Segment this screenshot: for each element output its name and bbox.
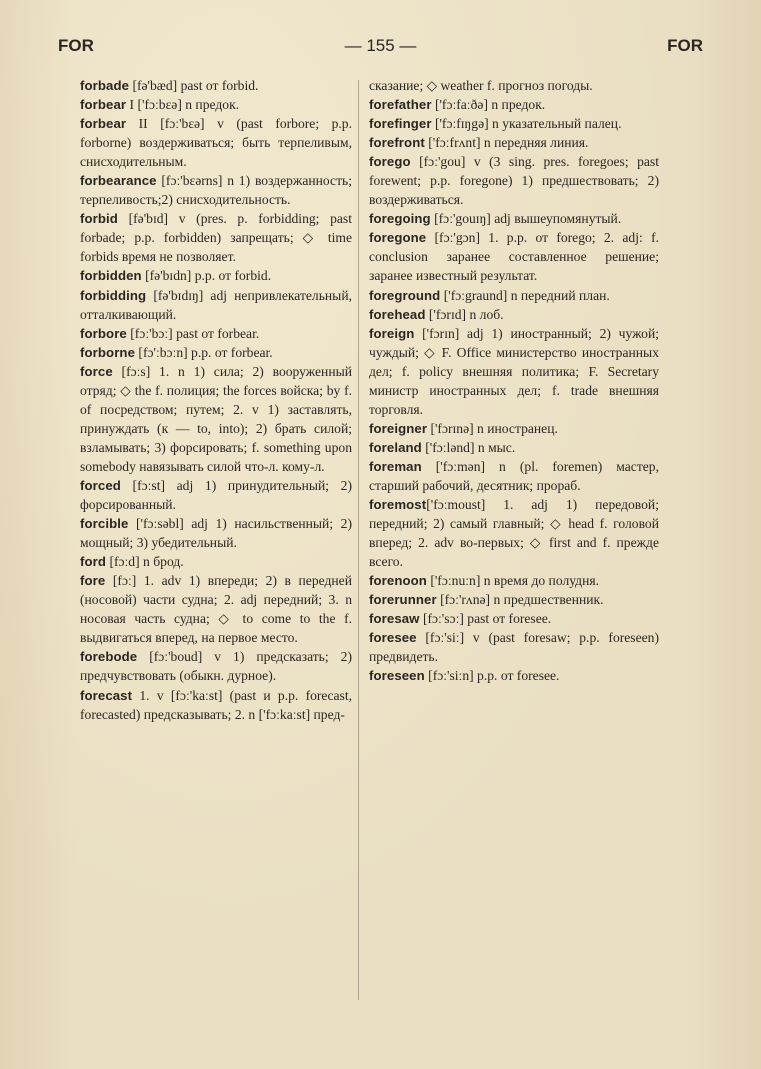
entry-body: [fɔː'rʌnə] n предшественник. [436, 592, 604, 608]
entry-body: ['fɔːfrʌnt] n передняя линия. [424, 135, 589, 151]
headword: forced [80, 477, 121, 493]
headword: foreign [369, 325, 415, 341]
entry-body: [fɔː'boud] v 1) предсказать; 2) предчувствовать (обыкн. дурное). [80, 649, 352, 684]
entry-body: [fə'bɪdn] p.p. от forbid. [141, 268, 272, 284]
entry [80, 343, 352, 362]
entry-body: ['fɔːmoust] 1. adj 1) передовой; передний; 2) самый главный; ◇ head f. головой вперед; 2. adv во-первых; ◇ first and f. прежде всего. [369, 497, 659, 570]
entry-body: II [fɔː'bɛə] v (past forbore; p.p. forborne) воздерживаться; быть терпеливым, снисходительным. [80, 116, 352, 170]
entry [80, 266, 352, 285]
headword: forbade [80, 78, 130, 93]
entry-body: ['fɔrɪnə] n иностранец. [427, 420, 558, 436]
entry [369, 419, 659, 438]
entry [80, 171, 352, 209]
entry-body: ['fɔːlənd] n мыс. [421, 439, 516, 455]
entry [369, 286, 659, 305]
entry [80, 571, 352, 647]
entry [80, 647, 352, 685]
headword: foreland [369, 439, 422, 455]
left-column [80, 76, 352, 724]
entry [80, 286, 352, 324]
entry-body: ['fɔːsəbl] adj 1) насильственный; 2) мощный; 3) убедительный. [80, 516, 352, 551]
right-column [369, 76, 659, 686]
headword: forefather [369, 97, 432, 113]
entry-body: ['fɔːfaːðə] n предок. [431, 97, 546, 113]
entry [369, 114, 659, 133]
headword: foreigner [369, 420, 428, 436]
entry-body: [fɔː'siːn] p.p. от foresee. [424, 668, 560, 684]
headword: forebode [80, 649, 138, 665]
headword: forbidden [80, 268, 142, 284]
entry-body: [fɔː'gou] v (3 sing. pres. foregoes; past forewent; p.p. foregone) 1) предшествовать; 2) воздерживаться. [369, 154, 659, 208]
header-right-guideword: FOR [667, 36, 703, 55]
headword: foregone [369, 230, 427, 246]
entry [80, 114, 352, 171]
entry [369, 152, 659, 209]
column-divider [358, 80, 359, 1000]
entry-body: ['fɔːnuːn] n время до полудня. [426, 573, 600, 589]
headword: foresee [369, 630, 417, 646]
headword: forehead [369, 306, 426, 322]
entry-body: I ['fɔːbɛə] n предок. [126, 97, 240, 113]
entry-continuation [369, 76, 659, 95]
headword: forbore [80, 325, 127, 341]
entry-body: ['fɔrɪn] adj 1) иностранный; 2) чужой; чуждый; ◇ F. Office министерство иностранных дел; f. policy внешняя политика; F. Secretary министр иностранных дел; f. trade внешняя торговля. [369, 325, 659, 417]
headword: foreman [369, 458, 422, 474]
headword: forbidding [80, 287, 147, 303]
entry [369, 95, 659, 114]
entry [80, 476, 352, 514]
entry [369, 571, 659, 590]
entry [369, 628, 659, 666]
page-number: — 155 — [344, 36, 417, 55]
entry-body: ['fɔːfɪŋgə] n указательный палец. [431, 116, 622, 132]
headword: foregoing [369, 211, 431, 227]
headword: forecast [80, 687, 133, 703]
headword: forborne [80, 344, 136, 360]
entry [369, 209, 659, 228]
entry-body: ['fɔrɪd] n лоб. [425, 306, 504, 322]
headword: force [80, 363, 113, 379]
entry-body: [fɔːs] 1. n 1) сила; 2) вооруженный отряд; ◇ the f. полиция; the forces войска; by f. of посредством; путем; 2. v 1) заставлять, принуждать (к — to, into); 2) брать силой; взламывать; 3) форсировать; f. something upon somebody навязывать силой что-л. кому-л. [80, 363, 352, 474]
headword: foremost [369, 497, 427, 513]
entry-body: [fə'bæd] past от forbid. [129, 78, 259, 93]
entry [369, 457, 659, 495]
entry-body: [fɔːst] adj 1) принудительный; 2) форсированный. [80, 477, 352, 513]
headword: foreseen [369, 668, 425, 684]
entry [369, 438, 659, 457]
headword: foresaw [369, 611, 420, 627]
entry-body: 1. v [fɔː'kaːst] (past и p.p. forecast, forecasted) предсказывать; 2. n ['fɔːkaːst] пред- [80, 687, 352, 722]
entry [80, 324, 352, 343]
headword: forefront [369, 135, 425, 151]
entry [369, 324, 659, 419]
entry-body: [fɔː'gɔn] 1. p.p. от forego; 2. adj: f. conclusion заранее составленное решение; заранее известный результат. [369, 230, 659, 284]
entry [369, 609, 659, 628]
entry-body: [fɔː] 1. adv 1) впереди; 2) в передней (носовой) части судна; 2. adj передний; 3. n носовая часть судна; ◇ to come to the f. выдвигаться вперед, на первое место. [80, 573, 352, 646]
entry [80, 552, 352, 571]
entry [80, 362, 352, 476]
entry [369, 305, 659, 324]
entry-body: [fə'bɪd] v (pres. p. forbidding; past forbade; p.p. forbidden) запрещать; ◇ time forbids время не позволяет. [80, 211, 352, 265]
headword: forcible [80, 516, 129, 532]
entry [80, 76, 352, 95]
entry-body: [fɔː'siː] v (past foresaw; p.p. foreseen) предвидеть. [369, 630, 659, 665]
entry [369, 590, 659, 609]
entry [80, 514, 352, 552]
entry [80, 95, 352, 114]
entry-body: [fɔː'gouɪŋ] adj вышеупомянутый. [430, 211, 622, 227]
entry [80, 209, 352, 266]
headword: forerunner [369, 592, 437, 608]
headword: forego [369, 154, 411, 170]
headword: forenoon [369, 573, 427, 589]
entry [369, 133, 659, 152]
entry [369, 666, 659, 685]
headword: forbearance [80, 173, 157, 189]
entry-body: ['fɔːmən] n (pl. foremen) мастер, старший рабочий, десятник; прораб. [369, 458, 659, 493]
entry-body: [fə'bɪdɪŋ] adj непривлекательный, отталкивающий. [80, 287, 352, 322]
page-header [58, 36, 703, 60]
entry [80, 686, 352, 724]
header-left-guideword: FOR [58, 36, 94, 55]
entry-body: [fɔː'bɔː] past от forbear. [126, 325, 260, 341]
headword: forbear [80, 116, 127, 132]
headword: fore [80, 573, 106, 589]
headword: foreground [369, 287, 441, 303]
entry-body: сказание; ◇ weather f. прогноз погоды. [369, 78, 593, 93]
entry [369, 495, 659, 571]
entry-body: [fɔː'sɔː] past от foresee. [419, 611, 552, 627]
headword: forbear [80, 97, 127, 113]
entry-body: [fɔːd] n брод. [106, 554, 184, 570]
entry-body: [fɔ'ːbɔːn] p.p. от forbear. [135, 344, 273, 360]
headword: forefinger [369, 116, 432, 132]
entry [369, 228, 659, 285]
entry-body: ['fɔːgraund] n передний план. [440, 287, 610, 303]
headword: ford [80, 554, 107, 570]
entry-body: [fɔː'bɛərns] n 1) воздержанность; терпеливость;2) снисходительность. [80, 173, 352, 208]
headword: forbid [80, 211, 118, 227]
